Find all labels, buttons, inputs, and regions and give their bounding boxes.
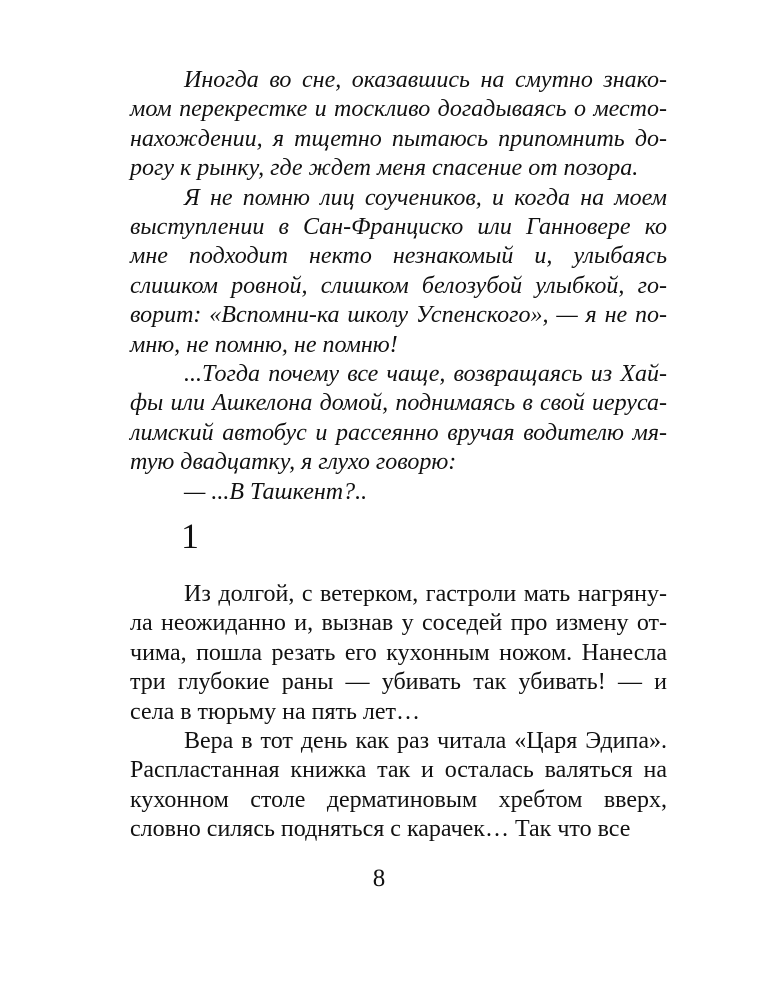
chapter-body	[130, 580, 667, 845]
page-number: 8	[372, 865, 386, 892]
epigraph	[130, 66, 667, 507]
epigraph-paragraph: ...Тогда почему все чаще, возвращаясь из Хайфы или Ашкелона домой, поднимаясь в свой иерусалимский автобус и рассеянно вручая водителю мятую двадцатку, я глухо говорю:	[130, 361, 667, 476]
body-paragraph: Вера в тот день как раз читала «Царя Эдипа». Распластанная книжка так и осталась валяться на кухонном столе дерматиновым хребтом вверх, словно силясь подняться с карачек… Так что все	[130, 728, 667, 843]
epigraph-paragraph: Иногда во сне, оказавшись на смутно знакомом перекрестке и тоскливо догадываясь о местонахождении, я тщетно пытаюсь припомнить дорогу к рынку, где ждет меня спасение от позора.	[130, 67, 667, 182]
epigraph-paragraph: — ...В Ташкент?..	[184, 478, 368, 505]
epigraph-paragraph: Я не помню лиц соучеников, и когда на моем выступлении в Сан-Франциско или Ганновере ко мне подходит некто незнакомый и, улыбаясь слишком ровной, слишком белозубой улыбкой, говорит: «Вспомни-ка школу Успенского», — я не помню, не помню, не помню!	[130, 184, 667, 358]
chapter-number: 1	[181, 516, 199, 556]
body-paragraph: Из долгой, с ветерком, гастроли мать нагрянула неожиданно и, вызнав у соседей про измену отчима, пошла резать его кухонным ножом. Нанесла три глубокие раны — убивать так убивать! — и села в тюрьму на пять лет…	[130, 581, 667, 725]
